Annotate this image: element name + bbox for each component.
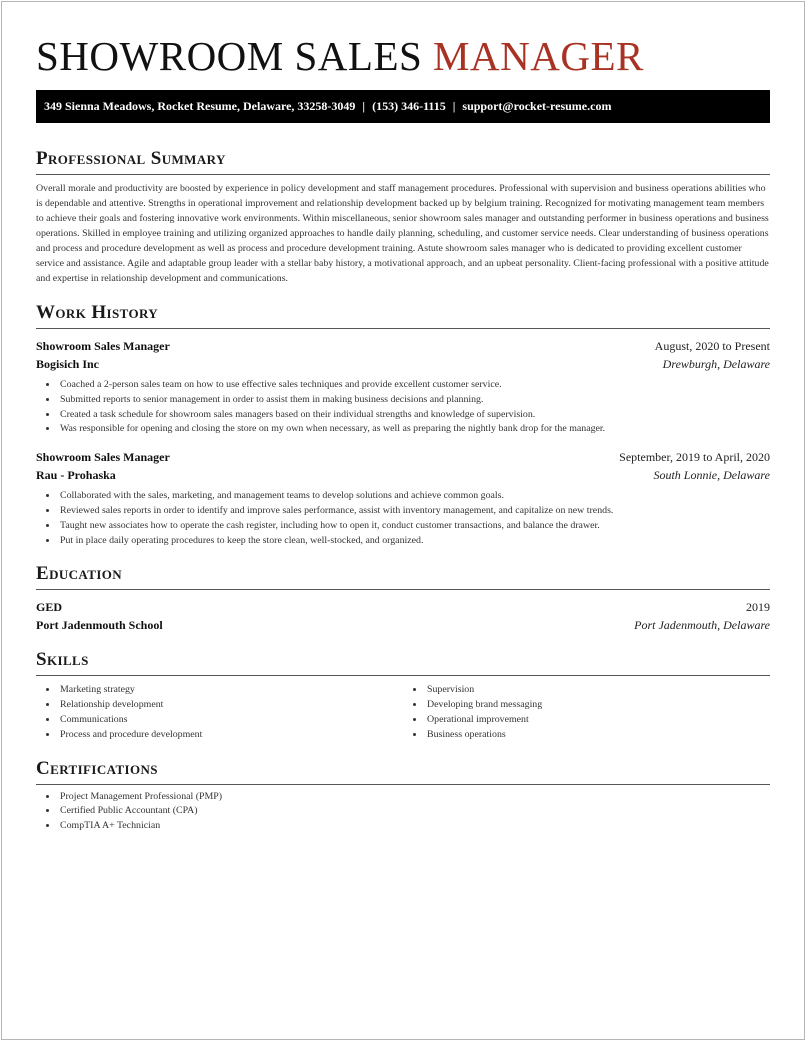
certifications-heading: Certifications bbox=[36, 757, 770, 785]
job-bullet: • Reviewed sales reports in order to identify and improve sales performance, assist with inventory management, and capitalize on new trends. bbox=[58, 504, 770, 519]
name-main: SHOWROOM SALES bbox=[36, 33, 423, 79]
contact-phone: (153) 346-1115 bbox=[372, 99, 446, 113]
skill-item: • Process and procedure development bbox=[58, 728, 403, 743]
resume-name bbox=[36, 32, 770, 80]
contact-separator: | bbox=[452, 99, 456, 113]
skill-item: • Operational improvement bbox=[425, 713, 770, 728]
certification-item: • Certified Public Accountant (CPA) bbox=[58, 804, 770, 819]
summary-heading: Professional Summary bbox=[36, 147, 770, 175]
job-company-row bbox=[36, 467, 770, 485]
job-header-row bbox=[36, 449, 770, 467]
job-bullet: • Taught new associates how to operate the cash register, including how to open it, conduct customer transactions, and balance the drawer. bbox=[58, 519, 770, 534]
certification-item: • Project Management Professional (PMP) bbox=[58, 790, 770, 805]
skills-list-right bbox=[403, 683, 770, 742]
job-title: Showroom Sales Manager bbox=[36, 450, 170, 465]
job-bullet: • Submitted reports to senior management in order to assist them in making business decisions and planning. bbox=[58, 393, 770, 408]
summary-text: Overall morale and productivity are boosted by experience in policy development and staff management procedures. Professional with supervision and business operations abilities who is dependable and attentive. Strengths in operational improvement and relationship development backed up by belgium training. Recognized for motivating management team members to achieve their goals and fostering innovative work environments. Within miscellaneous, senior showroom sales manager and outstanding performer in business operations and business operations. Skilled in employee training and utilizing organized approaches to handle daily planning, scheduling, and customer service needs. Clear understanding of business operations and process and procedure development as well as process and procedure development training. Astute showroom sales manager who is dedicated to providing excellent customer service and assistance. Agile and adaptable group leader with a stellar baby history, a motivational approach, and an upbeat personality. Client-facing professional with a positive attitude and expertise in relationship development and communications. bbox=[36, 183, 769, 284]
skill-item: • Business operations bbox=[425, 728, 770, 743]
job-bullet: • Was responsible for opening and closing the store on my own when necessary, as well as preparing the nightly bank drop for the manager. bbox=[58, 422, 770, 437]
skill-item: • Developing brand messaging bbox=[425, 698, 770, 713]
education-location: Port Jadenmouth, Delaware bbox=[634, 617, 770, 632]
name-accent: MANAGER bbox=[433, 33, 644, 79]
contact-address: 349 Sienna Meadows, Rocket Resume, Delaware, 33258-3049 bbox=[44, 99, 356, 113]
contact-email[interactable]: support@rocket-resume.com bbox=[462, 99, 612, 113]
certifications-list bbox=[36, 790, 770, 834]
job-bullet: • Collaborated with the sales, marketing, and management teams to develop solutions and achieve common goals. bbox=[58, 489, 770, 504]
job-bullets bbox=[36, 378, 770, 437]
skill-item: • Communications bbox=[58, 713, 403, 728]
education-school: Port Jadenmouth School bbox=[36, 617, 163, 632]
skills-heading: Skills bbox=[36, 648, 770, 676]
skills-list-left bbox=[36, 683, 403, 742]
skills-columns bbox=[36, 683, 770, 742]
skill-item: • Relationship development bbox=[58, 698, 403, 713]
job-bullet: • Put in place daily operating procedures to keep the store clean, well-stocked, and organized. bbox=[58, 534, 770, 549]
job-location: South Lonnie, Delaware bbox=[653, 467, 770, 482]
job-company: Bogisich Inc bbox=[36, 356, 100, 371]
education-degree: GED bbox=[36, 600, 63, 615]
certification-item: • CompTIA A+ Technician bbox=[58, 819, 770, 834]
education-year: 2019 bbox=[746, 600, 770, 615]
job-entry bbox=[36, 449, 770, 548]
job-dates: August, 2020 to Present bbox=[654, 339, 770, 353]
job-location: Drewburgh, Delaware bbox=[662, 356, 770, 371]
job-title: Showroom Sales Manager bbox=[36, 339, 170, 353]
job-company: Rau - Prohaska bbox=[36, 467, 116, 482]
job-entry bbox=[36, 338, 770, 437]
education-entry bbox=[36, 599, 770, 634]
job-dates: September, 2019 to April, 2020 bbox=[619, 450, 770, 465]
skill-item: • Supervision bbox=[425, 683, 770, 698]
education-degree-row bbox=[36, 599, 770, 617]
job-header-row bbox=[36, 338, 770, 356]
resume-page bbox=[1, 1, 805, 1040]
education-heading: Education bbox=[36, 562, 770, 590]
job-bullet: • Coached a 2-person sales team on how to use effective sales techniques and provide excellent customer service. bbox=[58, 378, 770, 393]
job-bullets bbox=[36, 489, 770, 548]
job-bullet: • Created a task schedule for showroom sales managers based on their individual strengths and knowledge of supervision. bbox=[58, 408, 770, 423]
job-company-row bbox=[36, 356, 770, 374]
work-history-heading: Work History bbox=[36, 301, 770, 329]
education-school-row bbox=[36, 617, 770, 635]
skill-item: • Marketing strategy bbox=[58, 683, 403, 698]
contact-separator: | bbox=[362, 99, 366, 113]
contact-bar bbox=[36, 90, 770, 123]
